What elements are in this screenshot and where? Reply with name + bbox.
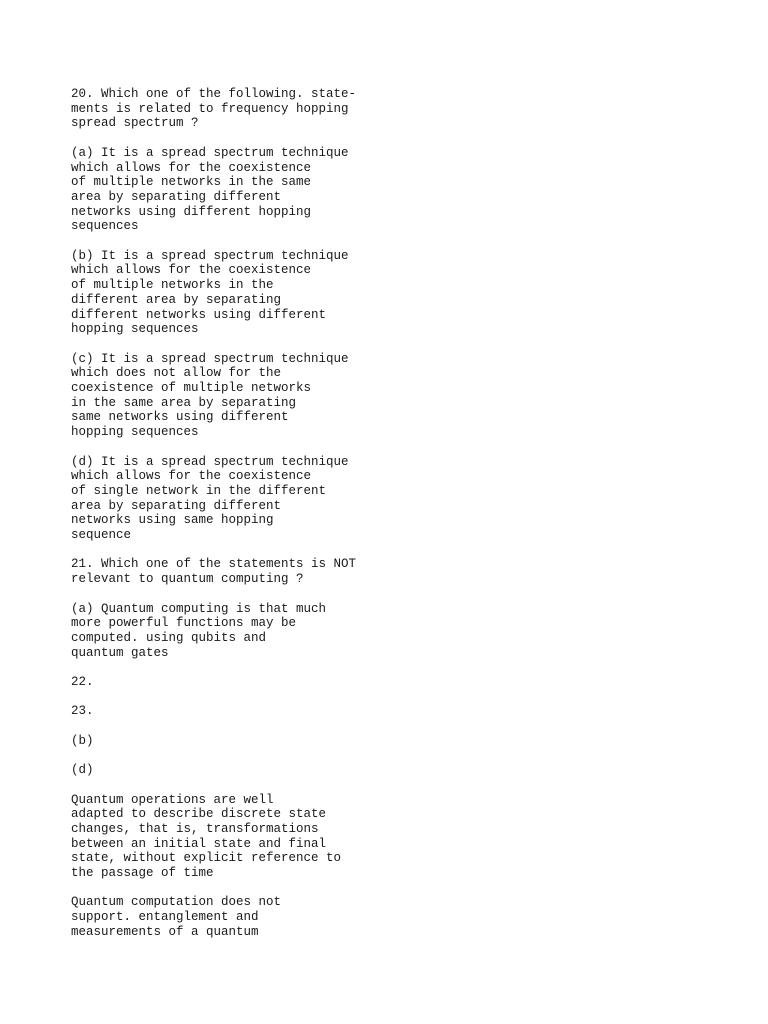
option-label-d (71, 763, 711, 778)
text-line: networks using different hopping (71, 204, 312, 219)
question-20-option-b (71, 249, 711, 337)
text-line: the passage of time (71, 866, 214, 881)
text-line: measurements of a quantum (71, 924, 259, 939)
text-line: area by separating different (71, 189, 282, 204)
text-line: quantum gates (71, 645, 169, 660)
text-line: same networks using different (71, 410, 289, 425)
question-23-number (71, 704, 711, 719)
text-line: coexistence of multiple networks (71, 381, 312, 396)
text-line: between an initial state and final (71, 836, 327, 851)
text-line: computed. using qubits and (71, 630, 267, 645)
question-20-option-d (71, 455, 711, 543)
document-page (71, 87, 711, 954)
text-line: state, without explicit reference to (71, 851, 342, 866)
text-line: 23. (71, 704, 94, 719)
text-line: (b) It is a spread spectrum technique (71, 248, 349, 263)
text-line: support. entanglement and (71, 910, 259, 925)
text-line: 20. Which one of the following. state- (71, 87, 357, 101)
text-line: (d) It is a spread spectrum technique (71, 454, 349, 469)
text-line: 22. (71, 675, 94, 690)
text-line: area by separating different (71, 498, 282, 513)
text-line: adapted to describe discrete state (71, 807, 327, 822)
text-line: which does not allow for the (71, 366, 282, 381)
text-line: in the same area by separating (71, 395, 297, 410)
text-line: 21. Which one of the statements is NOT (71, 557, 357, 572)
text-line: hopping sequences (71, 425, 199, 440)
text-line: changes, that is, transformations (71, 821, 319, 836)
question-21-stem (71, 557, 711, 586)
option-label-b (71, 734, 711, 749)
text-line: hopping sequences (71, 322, 199, 337)
text-line: (a) Quantum computing is that much (71, 601, 327, 616)
text-line: different area by separating (71, 292, 282, 307)
text-line: which allows for the coexistence (71, 160, 312, 175)
text-line: Quantum computation does not (71, 895, 282, 910)
text-line: different networks using different (71, 307, 327, 322)
text-line: which allows for the coexistence (71, 469, 312, 484)
text-line: of multiple networks in the (71, 278, 274, 293)
text-line: networks using same hopping (71, 513, 274, 528)
question-20-option-c (71, 352, 711, 440)
text-line: more powerful functions may be (71, 616, 297, 631)
text-line: sequences (71, 219, 139, 234)
question-20-stem (71, 87, 711, 131)
text-line: sequence (71, 528, 132, 543)
text-line: spread spectrum ? (71, 116, 199, 131)
text-line: which allows for the coexistence (71, 263, 312, 278)
question-20-option-a (71, 146, 711, 234)
text-line: ments is related to frequency hopping (71, 101, 349, 116)
text-line: (a) It is a spread spectrum technique (71, 145, 349, 160)
text-line: (c) It is a spread spectrum technique (71, 351, 349, 366)
text-line: (b) (71, 733, 94, 748)
quantum-operations-paragraph (71, 793, 711, 881)
text-line: of multiple networks in the same (71, 175, 312, 190)
question-22-number (71, 675, 711, 690)
text-line: of single network in the different (71, 483, 327, 498)
text-line: (d) (71, 763, 94, 778)
text-line: relevant to quantum computing ? (71, 572, 304, 587)
quantum-computation-paragraph (71, 895, 711, 939)
question-21-option-a (71, 602, 711, 661)
text-line: Quantum operations are well (71, 792, 274, 807)
